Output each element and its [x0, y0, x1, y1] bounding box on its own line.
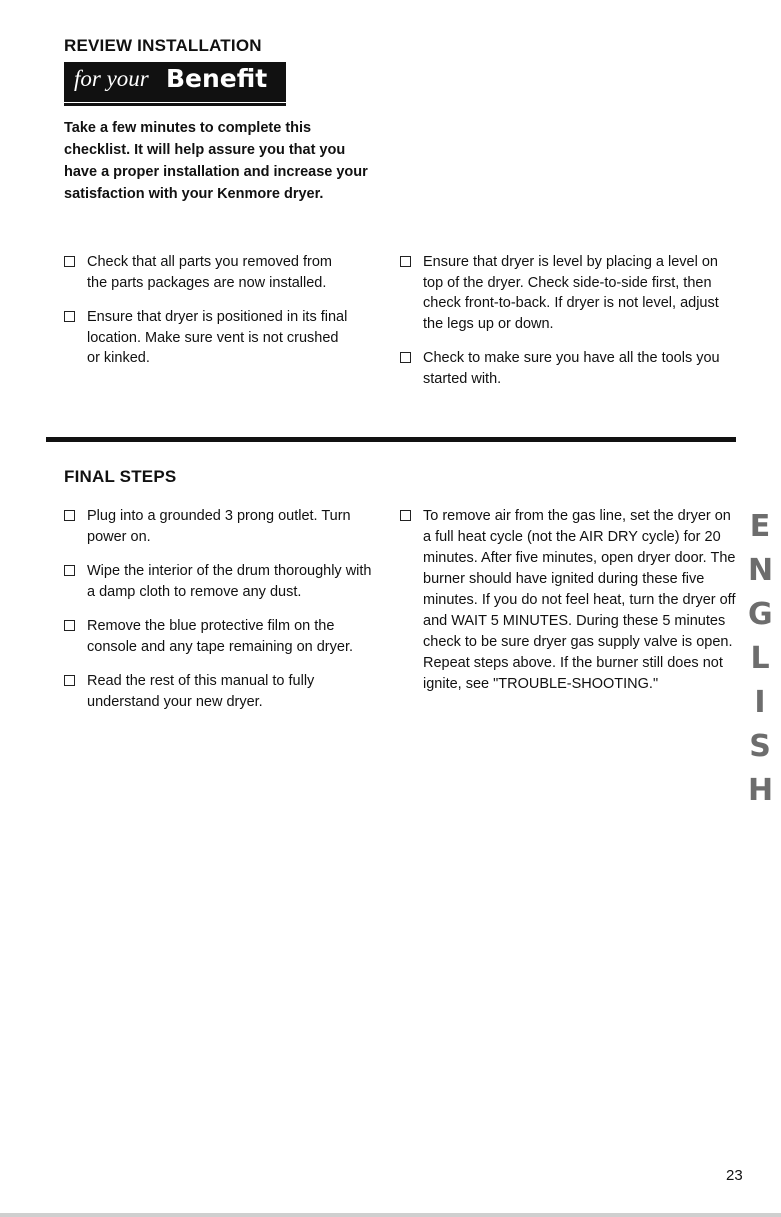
banner-benefit: Benefit [166, 64, 268, 93]
checklist-item [64, 252, 354, 293]
banner-underline [64, 103, 286, 106]
checklist-item [64, 561, 382, 602]
checklist-text: Check that all parts you removed from the parts packages are now installed. [87, 254, 332, 291]
english-side-tab [748, 505, 774, 808]
side-tab-letter: S [749, 729, 771, 764]
for-your-benefit-banner [64, 62, 286, 102]
checkbox-icon[interactable] [400, 352, 411, 363]
checkbox-icon[interactable] [400, 510, 411, 521]
checklist-text: Ensure that dryer is level by placing a level on top of the dryer. Check side-to-side first, then check front-to-back. If dryer is not level, adjust the legs up or down. [423, 254, 719, 332]
checklist-item [64, 307, 354, 369]
review-installation-title: REVIEW INSTALLATION [64, 36, 262, 55]
checklist-item [400, 506, 742, 695]
checklist-text: Plug into a grounded 3 prong outlet. Turn power on. [87, 508, 351, 545]
side-tab-letter: G [748, 597, 773, 632]
checklist-item [64, 506, 382, 547]
checkbox-icon[interactable] [400, 256, 411, 267]
checklist-item [64, 616, 382, 657]
page-bottom-edge [0, 1213, 781, 1217]
final-right-checklist [400, 506, 742, 709]
final-left-checklist [64, 506, 382, 726]
side-tab-letter: I [754, 685, 766, 720]
checklist-item [400, 252, 738, 334]
review-intro-text: Take a few minutes to complete this checklist. It will help assure you that you have a proper installation and increase your satisfaction with your Kenmore dryer. [64, 120, 368, 202]
checkbox-icon[interactable] [64, 510, 75, 521]
banner-for-your: for your [74, 66, 149, 91]
checkbox-icon[interactable] [64, 675, 75, 686]
checklist-text: Wipe the interior of the drum thoroughly with a damp cloth to remove any dust. [87, 563, 372, 600]
side-tab-letter: E [749, 509, 771, 544]
section-divider [46, 437, 736, 442]
checkbox-icon[interactable] [64, 311, 75, 322]
side-tab-letter: N [748, 553, 774, 588]
final-steps-title: FINAL STEPS [64, 467, 177, 486]
side-tab-letter: H [748, 773, 774, 808]
checklist-text: Check to make sure you have all the tools you started with. [423, 350, 720, 387]
checkbox-icon[interactable] [64, 620, 75, 631]
side-tab-letter: L [750, 641, 770, 676]
checklist-item [400, 348, 738, 389]
checklist-text: Ensure that dryer is positioned in its final location. Make sure vent is not crushed or kinked. [87, 309, 348, 366]
checklist-text: Remove the blue protective film on the console and any tape remaining on dryer. [87, 618, 354, 655]
checklist-text: Read the rest of this manual to fully understand your new dryer. [87, 673, 315, 710]
checklist-text: To remove air from the gas line, set the dryer on a full heat cycle (not the AIR DRY cycle) for 20 minutes. After five minutes, open dryer door. The burner should have ignited during these five minutes. If you do not feel heat, turn the dryer off and WAIT 5 MINUTES. During these 5 minutes check to be sure dryer gas supply valve is open. Repeat steps above. If the burner still does not ignite, see "TROUBLE-SHOOTING." [423, 508, 736, 692]
checkbox-icon[interactable] [64, 565, 75, 576]
review-right-checklist [400, 252, 738, 403]
checkbox-icon[interactable] [64, 256, 75, 267]
page-number: 23 [726, 1167, 743, 1184]
checklist-item [64, 671, 382, 712]
review-left-checklist [64, 252, 354, 383]
